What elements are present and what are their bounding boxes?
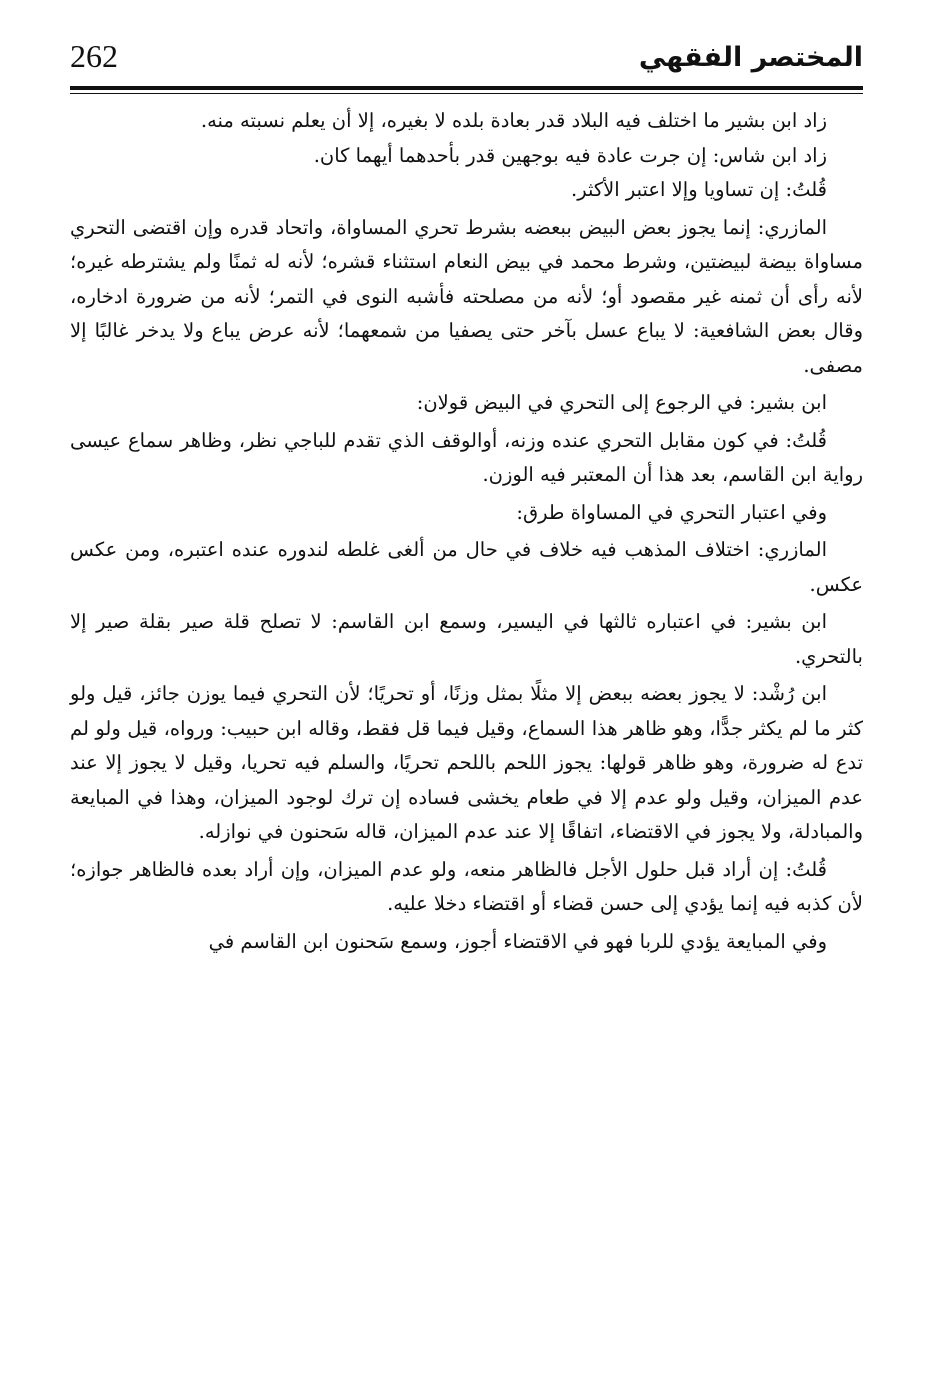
- page-header: [70, 36, 863, 86]
- paragraph: قُلتُ: إن تساويا وإلا اعتبر الأكثر.: [571, 178, 827, 201]
- header-rule-thin: [70, 93, 863, 94]
- paragraph: ابن بشير: في اعتباره ثالثها في اليسير، وسمع ابن القاسم: لا تصلح قلة صير بقلة صير إلا بالتحري.: [70, 610, 863, 668]
- paragraph: قُلتُ: إن أراد قبل حلول الأجل فالظاهر منعه، ولو عدم الميزان، وإن أراد بعده فالظاهر جوازه؛ لأن كذبه فيه إنما يؤدي إلى حسن قضاء أو اقتضاء دخلا عليه.: [70, 857, 863, 915]
- paragraph: وفي اعتبار التحري في المساواة طرق:: [516, 500, 827, 524]
- body-text: [70, 104, 863, 959]
- paragraph: قُلتُ: في كون مقابل التحري عنده وزنه، أوالوقف الذي تقدم للباجي نظر، وظاهر سماع عيسى رواية ابن القاسم، بعد هذا أن المعتبر فيه الوزن.: [70, 428, 863, 486]
- paragraph: وفي المبايعة يؤدي للربا فهو في الاقتضاء أجوز، وسمع سَحنون ابن القاسم في: [208, 929, 827, 953]
- paragraph: المازري: إنما يجوز بعض البيض ببعضه بشرط تحري المساواة، واتحاد قدره وإن اقتضى التحري مساواة بيضة لبيضتين، وشرط محمد في بيض النعام استثناء قشره؛ لأنه له ثمنًا ولم يشترطه غيره؛ لأنه رأى أن ثمنه غير مقصود أو؛ لأنه من مصلحته فأشبه النوى في التمر؛ لأنه من ضرورة ادخاره، وقال بعض الشافعية: لا يباع عسل بآخر حتى يصفيا من شمعهما؛ لأنه عرض يباع ولا يدخر غالبًا إلا مصفى.: [70, 215, 863, 377]
- running-title: المختصر الفقهي: [638, 42, 863, 73]
- paragraph: زاد ابن شاس: إن جرت عادة فيه بوجهين قدر بأحدهما أيهما كان.: [313, 143, 827, 167]
- paragraph: المازري: اختلاف المذهب فيه خلاف في حال من ألغى غلطه لندوره عنده اعتبره، ومن عكس عكس.: [70, 538, 863, 596]
- paragraph: ابن بشير: في الرجوع إلى التحري في البيض قولان:: [416, 391, 827, 414]
- header-rule-thick: [70, 86, 863, 90]
- page-number: 262: [70, 38, 118, 74]
- paragraph: زاد ابن بشير ما اختلف فيه البلاد قدر بعادة بلده لا بغيره، إلا أن يعلم نسبته منه.: [200, 109, 827, 132]
- paragraph: ابن رُشْد: لا يجوز بعضه ببعض إلا مثلًا بمثل وزنًا، أو تحريًا؛ لأن التحري فيما يوزن جائز، قيل ولو كثر ما لم يكثر جدًّا، وهو ظاهر هذا السماع، وقيل فيما قل فقط، وقاله ابن حبيب: ورواه، قيل ولو لم تدع له ضرورة، وهو ظاهر قولها: يجوز اللحم باللحم تحريًا، والسلم فيه تحريا، وقيل لا يجوز إلا عند عدم الميزان، وقيل ولو عدم إلا في طعام يخشى فساده إن ترك لوجود الميزان، وهذا في المبايعة والمبادلة، ولا يجوز في الاقتضاء، اتفاقًا إلا عند عدم الميزان، قاله سَحنون في نوازله.: [70, 682, 863, 843]
